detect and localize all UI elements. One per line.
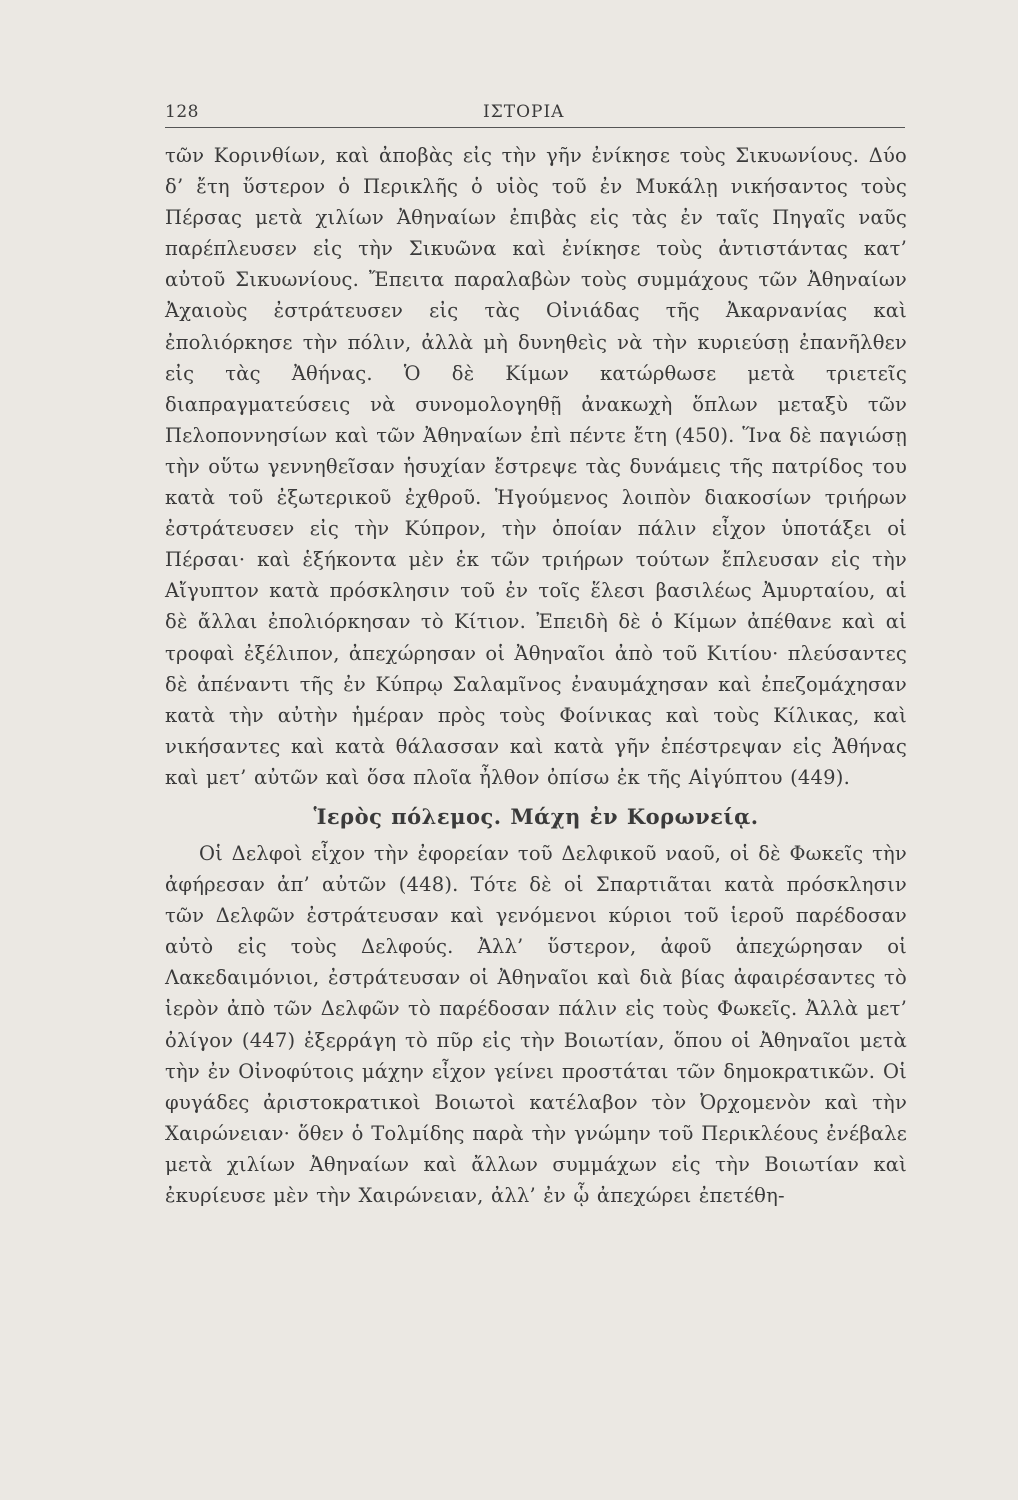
body-text bbox=[165, 140, 907, 1211]
header-rule bbox=[165, 127, 905, 128]
paragraph: τῶν Κορινθίων, καὶ ἀποβὰς εἰς τὴν γῆν ἐνίκησε τοὺς Σικυωνίους. Δύο δ’ ἔτη ὕστερον ὁ Περικλῆς ὁ υἱὸς τοῦ ἐν Μυκάλῃ νικήσαντος τοὺς Πέρσας μετὰ χιλίων Ἀθηναίων ἐπιβὰς εἰς τὰς ἐν ταῖς Πηγαῖς ναῦς παρέπλευσεν εἰς τὴν Σικυῶνα καὶ ἐνίκησε τοὺς ἀντιστάντας κατ’ αὐτοῦ Σικυωνίους. Ἔπειτα παραλαβὼν τοὺς συμμάχους τῶν Ἀθηναίων Ἀχαιοὺς ἐστράτευσεν εἰς τὰς Οἰνιάδας τῆς Ἀκαρνανίας καὶ ἐπολιόρκησε τὴν πόλιν, ἀλλὰ μὴ δυνηθεὶς νὰ τὴν κυριεύσῃ ἐπανῆλθεν εἰς τὰς Ἀθήνας. Ὁ δὲ Κίμων κατώρθωσε μετὰ τριετεῖς διαπραγματεύσεις νὰ συνομολογηθῇ ἀνακωχὴ ὅπλων μεταξὺ τῶν Πελοποννησίων καὶ τῶν Ἀθηναίων ἐπὶ πέντε ἔτη (450). Ἵνα δὲ παγιώσῃ τὴν οὕτω γεννηθεῖσαν ἡσυχίαν ἔστρεψε τὰς δυνάμεις τῆς πατρίδος του κατὰ τοῦ ἐξωτερικοῦ ἐχθροῦ. Ἡγούμενος λοιπὸν διακοσίων τριήρων ἐστράτευσεν εἰς τὴν Κύπρον, τὴν ὁποίαν πάλιν εἶχον ὑποτάξει οἱ Πέρσαι· καὶ ἑξήκοντα μὲν ἐκ τῶν τριήρων τούτων ἔπλευσαν εἰς τὴν Αἴγυπτον κατὰ πρόσκλησιν τοῦ ἐν τοῖς ἕλεσι βασιλέως Ἀμυρταίου, αἱ δὲ ἄλλαι ἐπολιόρκησαν τὸ Κίτιον. Ἐπειδὴ δὲ ὁ Κίμων ἀπέθανε καὶ αἱ τροφαὶ ἐξέλιπον, ἀπεχώρησαν οἱ Ἀθηναῖοι ἀπὸ τοῦ Κιτίου· πλεύσαντες δὲ ἀπέναντι τῆς ἐν Κύπρῳ Σαλαμῖνος ἐναυμάχησαν καὶ ἐπεζομάχησαν κατὰ τὴν αὐτὴν ἡμέραν πρὸς τοὺς Φοίνικας καὶ τοὺς Κίλικας, καὶ νικήσαντες καὶ κατὰ θάλασσαν καὶ κατὰ γῆν ἐπέστρεψαν εἰς Ἀθήνας καὶ μετ’ αὐτῶν καὶ ὅσα πλοῖα ἦλθον ὀπίσω ἐκ τῆς Αἰγύπτου (449). bbox=[165, 144, 907, 789]
running-head bbox=[165, 102, 905, 128]
paragraph: Οἱ Δελφοὶ εἶχον τὴν ἐφορείαν τοῦ Δελφικοῦ ναοῦ, οἱ δὲ Φωκεῖς τὴν ἀφήρεσαν ἀπ’ αὐτῶν (448). Τότε δὲ οἱ Σπαρτιᾶται κατὰ πρόσκλησιν τῶν Δελφῶν ἐστράτευσαν καὶ γενόμενοι κύριοι τοῦ ἱεροῦ παρέδοσαν αὐτὸ εἰς τοὺς Δελφούς. Ἀλλ’ ὕστερον, ἀφοῦ ἀπεχώρησαν οἱ Λακεδαιμόνιοι, ἐστράτευσαν οἱ Ἀθηναῖοι καὶ διὰ βίας ἀφαιρέσαντες τὸ ἱερὸν ἀπὸ τῶν Δελφῶν τὸ παρέδοσαν πάλιν εἰς τοὺς Φωκεῖς. Ἀλλὰ μετ’ ὀλίγον (447) ἐξερράγη τὸ πῦρ εἰς τὴν Βοιωτίαν, ὅπου οἱ Ἀθηναῖοι μετὰ τὴν ἐν Οἰνοφύτοις μάχην εἶχον γείνει προστάται τῶν δημοκρατικῶν. Οἱ φυγάδες ἀριστοκρατικοὶ Βοιωτοὶ κατέλαβον τὸν Ὀρχομενὸν καὶ τὴν Χαιρώνειαν· ὅθεν ὁ Τολμίδης παρὰ τὴν γνώμην τοῦ Περικλέους ἐνέβαλε μετὰ χιλίων Ἀθηναίων καὶ ἄλλων συμμάχων εἰς τὴν Βοιωτίαν καὶ ἐκυρίευσε μὲν τὴν Χαιρώνειαν, ἀλλ’ ἐν ᾧ ἀπεχώρει ἐπετέθη- bbox=[165, 841, 907, 1207]
page-number: 128 bbox=[165, 102, 199, 122]
running-title: ΙΣΤΟΡΙΑ bbox=[483, 102, 565, 122]
section-heading: Ἱερὸς πόλεμος. Μάχη ἐν Κορωνείᾳ. bbox=[313, 803, 759, 829]
